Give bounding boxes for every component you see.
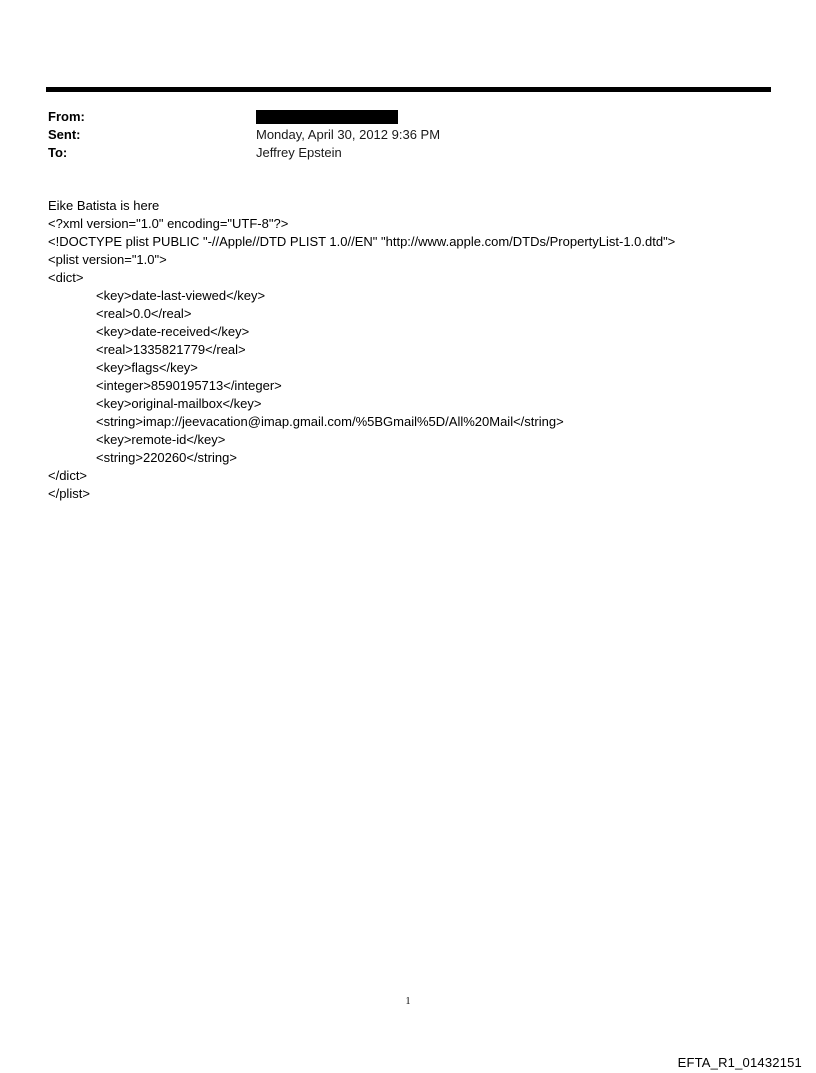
document-id: EFTA_R1_01432151 — [677, 1055, 802, 1070]
from-label: From: — [48, 109, 85, 124]
body-line: <key>flags</key> — [96, 360, 198, 375]
body-line: <key>original-mailbox</key> — [96, 396, 262, 411]
body-line: <key>date-received</key> — [96, 324, 250, 339]
body-line: <real>1335821779</real> — [96, 342, 246, 357]
body-line: <key>remote-id</key> — [96, 432, 226, 447]
from-row — [48, 108, 748, 126]
body-line: <!DOCTYPE plist PUBLIC "-//Apple//DTD PLIST 1.0//EN" "http://www.apple.com/DTDs/PropertyList-1.0.dtd"> — [48, 234, 676, 249]
sent-value: Monday, April 30, 2012 9:36 PM — [256, 127, 441, 142]
body-line: Eike Batista is here — [48, 198, 160, 213]
to-value: Jeffrey Epstein — [256, 145, 342, 160]
to-row — [48, 144, 748, 162]
body-line: <plist version="1.0"> — [48, 252, 167, 267]
sent-row — [48, 126, 748, 144]
body-line: <string>imap://jeevacation@imap.gmail.com/%5BGmail%5D/All%20Mail</string> — [96, 414, 564, 429]
body-line: <real>0.0</real> — [96, 306, 192, 321]
email-header — [48, 108, 748, 162]
body-line: <?xml version="1.0" encoding="UTF-8"?> — [48, 216, 289, 231]
body-line: </dict> — [48, 468, 88, 483]
body-line: <dict> — [48, 270, 84, 285]
to-label: To: — [48, 145, 68, 160]
body-line: <key>date-last-viewed</key> — [96, 288, 266, 303]
header-rule — [46, 87, 771, 92]
redacted-sender — [256, 110, 398, 124]
body-line: <integer>8590195713</integer> — [96, 378, 282, 393]
body-line: <string>220260</string> — [96, 450, 237, 465]
email-body — [48, 197, 788, 503]
sent-label: Sent: — [48, 127, 81, 142]
body-line: </plist> — [48, 486, 90, 501]
page-number: 1 — [405, 996, 411, 1007]
